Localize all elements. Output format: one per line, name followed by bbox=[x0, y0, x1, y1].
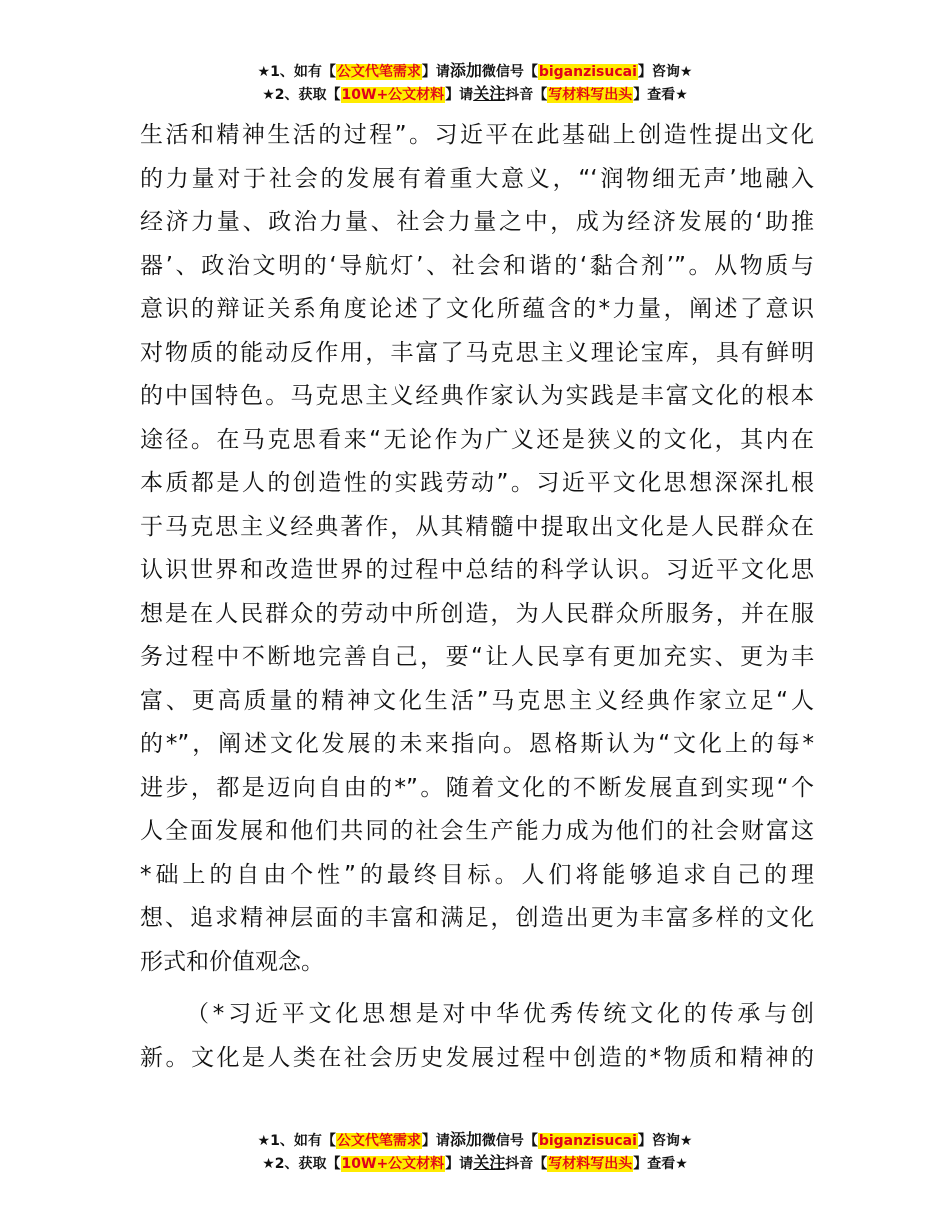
highlight-service: 公文代笔需求 bbox=[336, 64, 421, 80]
banner-text: 】请 bbox=[421, 64, 450, 80]
text-line: 的中国特色。马克思主义经典作家认为实践是丰富文化的根本 bbox=[140, 383, 814, 409]
emphasis-text: 添加 bbox=[449, 1130, 482, 1149]
text-line: *础上的自由个性”的最终目标。人们将能够追求自己的理 bbox=[140, 861, 814, 888]
banner-text: 微信号【 bbox=[481, 64, 538, 80]
text-line: 务过程中不断地完善自己，要“让人民享有更加充实、更为丰 bbox=[140, 644, 814, 670]
banner-text: 】请 bbox=[421, 1133, 450, 1149]
banner-text: 】查看★ bbox=[633, 1156, 688, 1172]
text-line: 想、追求精神层面的丰富和满足，创造出更为丰富多样的文化 bbox=[140, 905, 814, 931]
banner-text: 】咨询★ bbox=[637, 1133, 693, 1149]
highlight-douyin-id: 写材料写出头 bbox=[548, 1156, 633, 1172]
highlight-wechat-id: biganzisucai bbox=[538, 64, 637, 80]
text-line: 人全面发展和他们共同的社会生产能力成为他们的社会财富这 bbox=[140, 818, 814, 844]
highlight-materials: 10W+公文材料 bbox=[341, 1156, 445, 1172]
banner-text: ★1、如有【 bbox=[257, 1133, 336, 1149]
banner-text: 抖音【 bbox=[505, 87, 548, 103]
text-line: 新。文化是人类在社会历史发展过程中创造的*物质和精神的 bbox=[140, 1044, 814, 1071]
banner-text: 】咨询★ bbox=[637, 64, 693, 80]
banner-text: 】请 bbox=[445, 87, 474, 103]
emphasis-text: 添加 bbox=[449, 61, 482, 80]
text-line: 想是在人民群众的劳动中所创造，为人民群众所服务，并在服 bbox=[140, 600, 814, 627]
text-line: 进步，都是迈向自由的*”。随着文化的不断发展直到实现“个 bbox=[140, 774, 814, 801]
text-line: 生活和精神生活的过程”。习近平在此基础上创造性提出文化 bbox=[140, 122, 814, 148]
highlight-douyin-id: 写材料写出头 bbox=[548, 87, 633, 103]
banner-text: 抖音【 bbox=[505, 1156, 548, 1172]
text-line: 富、更高质量的精神文化生活”马克思主义经典作家立足“人 bbox=[140, 687, 814, 714]
banner-line-2 bbox=[0, 1152, 950, 1175]
text-line: （*习近平文化思想是对中华优秀传统文化的传承与创 bbox=[186, 1001, 814, 1027]
banner-text: ★1、如有【 bbox=[257, 64, 336, 80]
banner-text: 微信号【 bbox=[481, 1133, 538, 1149]
text-line: 的力量对于社会的发展有着重大意义，“‘润物细无声’地融入 bbox=[140, 165, 814, 192]
document-body bbox=[140, 114, 814, 1080]
text-line: 器’、政治文明的‘导航灯’、社会和谐的‘黏合剂’”。从物质与 bbox=[140, 252, 814, 279]
banner-text: ★2、获取【 bbox=[262, 1156, 341, 1172]
footer-banner bbox=[0, 1129, 950, 1175]
text-line: 经济力量、政治力量、社会力量之中，成为经济发展的‘助推 bbox=[140, 209, 814, 235]
highlight-materials: 10W+公文材料 bbox=[341, 87, 445, 103]
text-line: 认识世界和改造世界的过程中总结的科学认识。习近平文化思 bbox=[140, 557, 814, 583]
emphasis-text: 关注 bbox=[473, 1153, 506, 1172]
text-line: 本质都是人的创造性的实践劳动”。习近平文化思想深深扎根 bbox=[140, 470, 814, 496]
banner-line-1 bbox=[0, 1129, 950, 1152]
banner-text: ★2、获取【 bbox=[262, 87, 341, 103]
text-line: 于马克思主义经典著作，从其精髓中提取出文化是人民群众在 bbox=[140, 513, 814, 540]
text-line: 形式和价值观念。 bbox=[140, 948, 324, 975]
text-line: 的*”，阐述文化发展的未来指向。恩格斯认为“文化上的每* bbox=[140, 731, 814, 757]
banner-line-1 bbox=[0, 60, 950, 83]
emphasis-text: 关注 bbox=[473, 84, 506, 103]
highlight-service: 公文代笔需求 bbox=[336, 1133, 421, 1149]
banner-text: 】请 bbox=[445, 1156, 474, 1172]
text-line: 对物质的能动反作用，丰富了马克思主义理论宝库，具有鲜明 bbox=[140, 339, 814, 366]
text-line: 意识的辩证关系角度论述了文化所蕴含的*力量，阐述了意识 bbox=[140, 296, 814, 322]
highlight-wechat-id: biganzisucai bbox=[538, 1133, 637, 1149]
header-banner bbox=[0, 60, 950, 106]
text-line: 途径。在马克思看来“无论作为广义还是狭义的文化，其内在 bbox=[140, 426, 814, 453]
banner-line-2 bbox=[0, 83, 950, 106]
banner-text: 】查看★ bbox=[633, 87, 688, 103]
